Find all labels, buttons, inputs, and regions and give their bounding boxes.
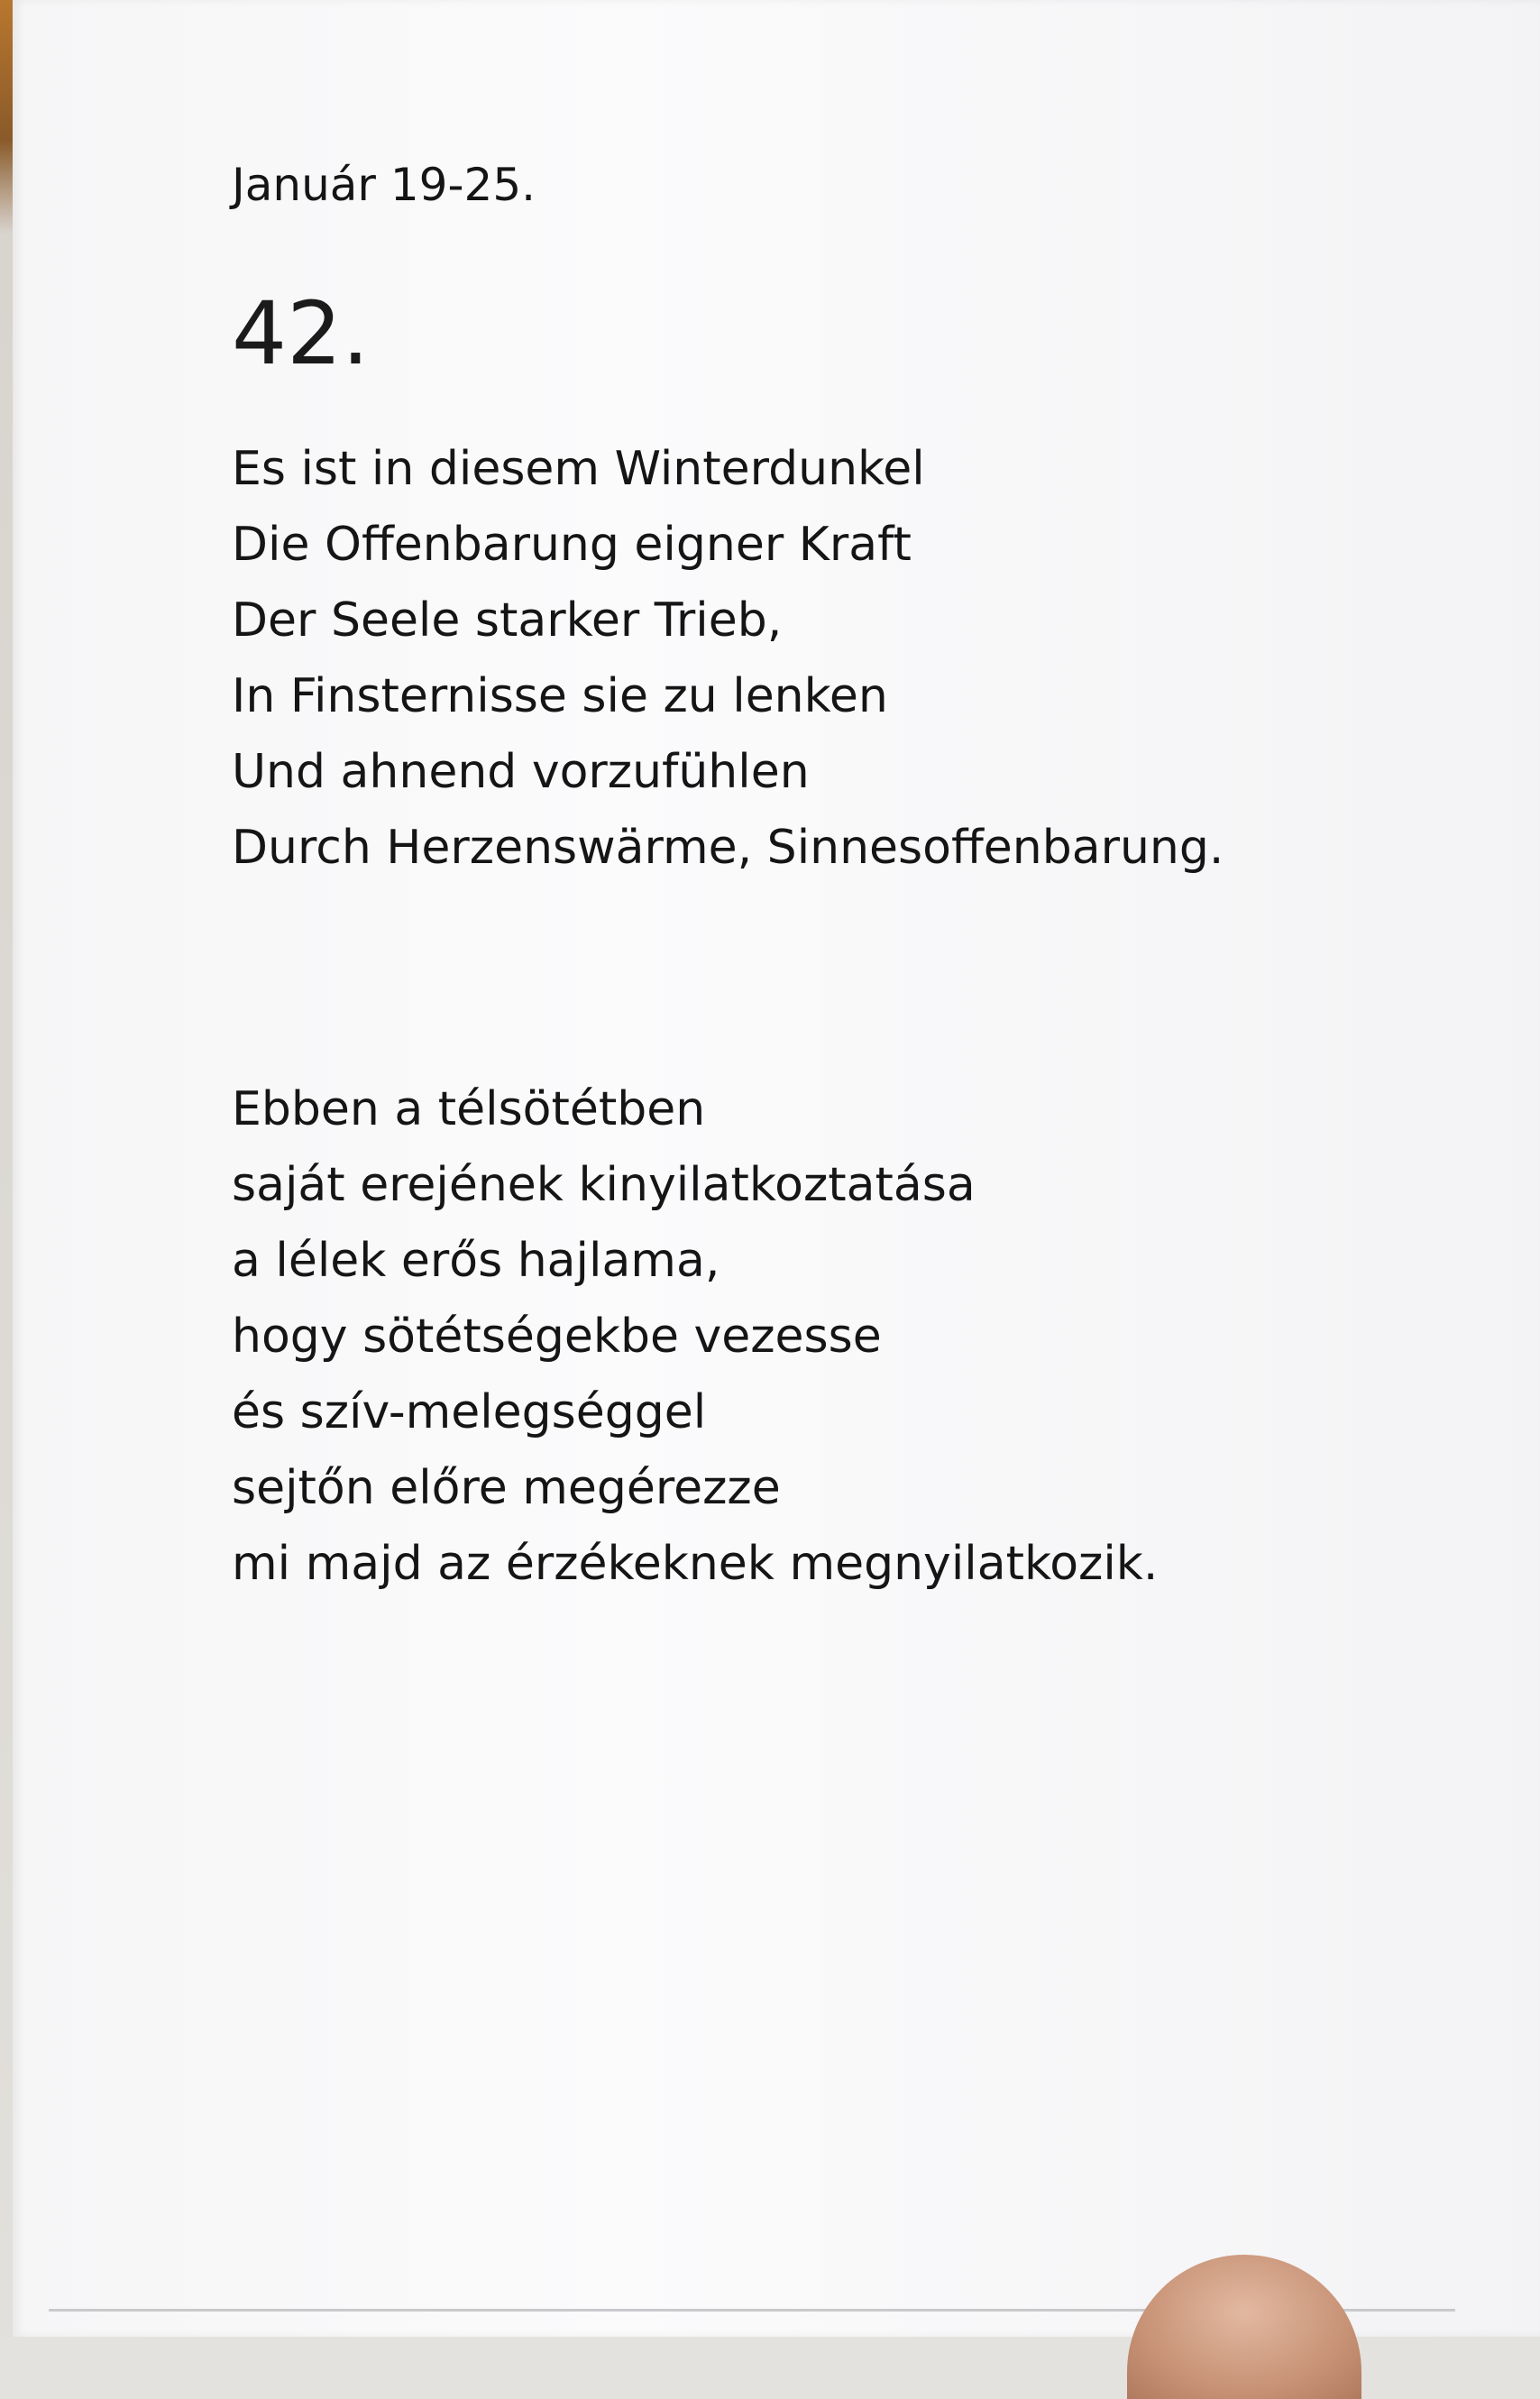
book-page — [13, 0, 1540, 2337]
verse-line: Es ist in diesem Winterdunkel — [232, 442, 925, 496]
german-verse — [232, 431, 1224, 886]
verse-line: a lélek erős hajlama, — [232, 1234, 720, 1288]
book-cover-edge — [0, 0, 13, 2337]
verse-line: Und ahnend vorzufühlen — [232, 745, 810, 799]
week-number: 42. — [232, 283, 370, 384]
verse-line: Der Seele starker Trieb, — [232, 593, 783, 648]
verse-line: Durch Herzenswärme, Sinnesoffenbarung. — [232, 821, 1224, 875]
verse-line: In Finsternisse sie zu lenken — [232, 669, 888, 723]
verse-line: saját erejének kinyilatkoztatása — [232, 1158, 976, 1212]
verse-line: sejtőn előre megérezze — [232, 1461, 781, 1515]
date-range-heading: Január 19-25. — [232, 159, 536, 211]
verse-line: mi majd az érzékeknek megnyilatkozik. — [232, 1537, 1159, 1591]
verse-line: Die Offenbarung eigner Kraft — [232, 518, 912, 572]
hungarian-verse — [232, 1071, 1158, 1602]
verse-line: hogy sötétségekbe vezesse — [232, 1310, 882, 1364]
verse-line: és szív-melegséggel — [232, 1385, 707, 1439]
verse-line: Ebben a télsötétben — [232, 1082, 706, 1136]
